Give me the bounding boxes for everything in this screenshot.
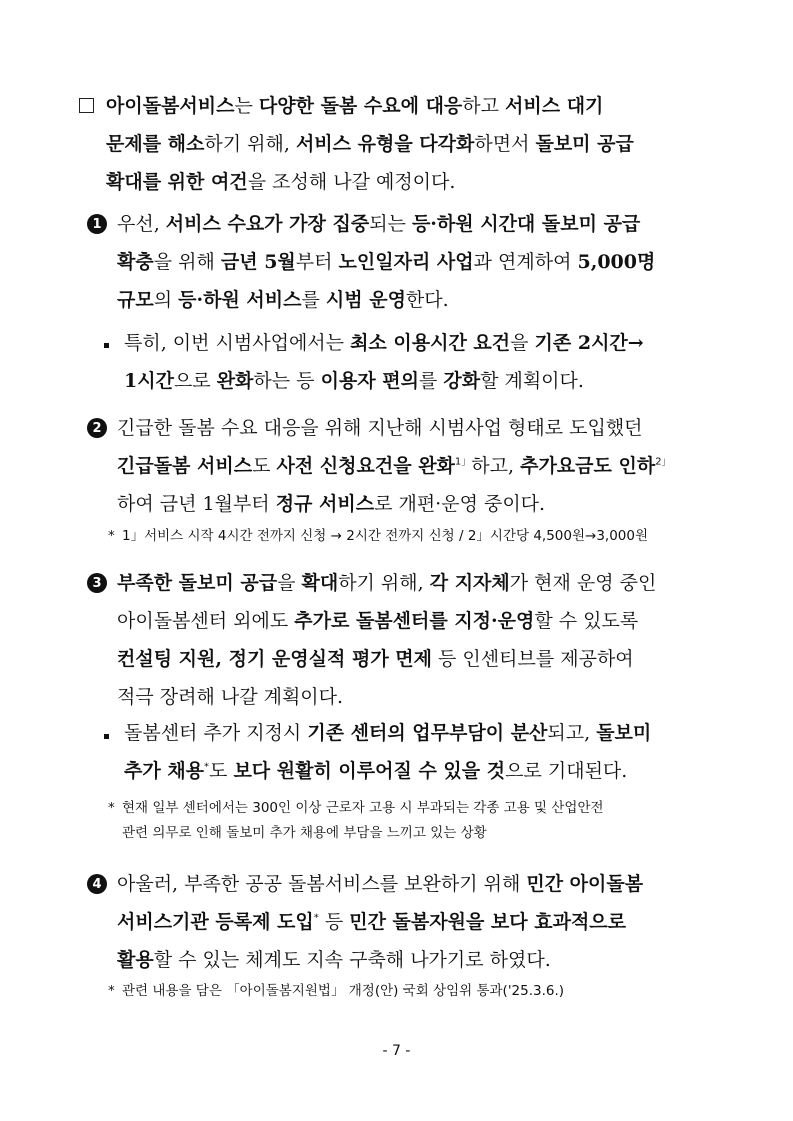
footnote-marker: 1」	[454, 456, 472, 468]
text-run: 돌봄센터 추가 지정시	[124, 722, 308, 744]
text-run: 규모	[117, 289, 154, 311]
text-line	[117, 602, 727, 640]
text-run: 완화	[216, 370, 254, 392]
text-run: 서비스 수요가 가장 집중	[165, 213, 370, 235]
text-line	[124, 714, 724, 752]
text-run: 이용자 편의	[320, 370, 419, 392]
text-run: 추가요금도 인하	[520, 455, 656, 477]
footnote-2	[108, 796, 604, 821]
text-line	[106, 87, 726, 125]
footnote-marker: *	[204, 761, 210, 773]
square-checkbox-icon	[79, 98, 94, 113]
text-line	[106, 163, 726, 201]
footnote-text: 관련 의무로 인해 돌보미 추가 채용에 부담을 느끼고 있는 상황	[122, 825, 487, 841]
text-run: 도	[209, 760, 234, 782]
text-run: 사전 신청요건을 완화	[276, 455, 455, 477]
text-run: 아울러, 부족한 공공 돌봄서비스를 보완하기 위해	[117, 873, 527, 895]
footnote-marker: *	[313, 912, 319, 924]
text-line	[124, 362, 724, 400]
text-run: 아이돌봄서비스	[106, 95, 235, 117]
text-run: 서비스 유형을 다각화	[295, 133, 475, 155]
subbullet-2-paragraph	[124, 714, 724, 790]
text-run: 하기 위해,	[204, 133, 296, 155]
text-run: 추가 채용	[124, 760, 205, 782]
text-run: 특히, 이번 시범사업에서는	[124, 332, 351, 354]
text-run: 의	[153, 289, 179, 311]
page-number: - 7 -	[382, 1043, 411, 1059]
text-run: 등 인센티브를 제공하여	[432, 648, 634, 670]
number-badge-3-icon	[87, 573, 107, 593]
text-run: 할 수 있도록	[534, 610, 639, 632]
number-badge-1-icon	[87, 214, 107, 234]
text-run: 서비스기관 등록제 도입	[117, 911, 314, 933]
text-line	[117, 903, 727, 941]
number-badge-2-icon	[87, 418, 107, 438]
text-run: 추가로 돌봄센터를 지정·운영	[294, 610, 535, 632]
text-run: 는	[234, 95, 259, 117]
text-run: 돌보미 공급	[535, 133, 634, 155]
footnote-1	[108, 524, 648, 549]
text-run: 다양한 돌봄 수요에 대응	[258, 95, 463, 117]
text-run: 되는	[369, 213, 412, 235]
text-run: 돌보미	[596, 722, 652, 744]
item-3-paragraph	[117, 564, 727, 716]
section-paragraph	[106, 87, 726, 201]
subbullet-1-paragraph	[124, 324, 724, 400]
text-run: 할 계획이다.	[480, 370, 584, 392]
text-line	[124, 324, 724, 362]
text-run: 노인일자리 사업	[338, 251, 474, 273]
item-2-paragraph	[117, 409, 727, 523]
text-run: 민간 돌봄자원을 보다 효과적으로	[349, 911, 627, 933]
text-run: 하고	[462, 95, 506, 117]
text-run: 부족한 돌보미 공급	[117, 572, 278, 594]
text-run: 강화	[443, 370, 481, 392]
text-run: 확충	[117, 251, 154, 273]
text-run: 으로	[173, 370, 217, 392]
text-run: 하고,	[471, 455, 521, 477]
footnote-text: 현재 일부 센터에서는 300인 이상 근로자 고용 시 부과되는 각종 고용 및 산업안전	[122, 800, 604, 816]
text-run: 등	[318, 911, 350, 933]
text-run: 로 개편·운영 중이다.	[374, 493, 546, 515]
text-run: 컨설팅 지원, 정기 운영실적 평가 면제	[117, 648, 432, 670]
text-run: 서비스 대기	[505, 95, 604, 117]
footnote-star: *	[108, 983, 115, 999]
text-line	[117, 205, 727, 243]
footnote-2-continued	[122, 821, 487, 846]
text-line	[117, 409, 727, 447]
item-number: 2	[92, 420, 102, 436]
text-run: 을 위해	[153, 251, 221, 273]
text-run: 1시간	[124, 370, 174, 392]
item-1-paragraph	[117, 205, 727, 319]
text-run: 시범 운영	[325, 289, 406, 311]
footnote-text: 1」서비스 시작 4시간 전까지 신청 → 2시간 전까지 신청 / 2」시간당 4,500원→3,000원	[122, 528, 649, 544]
bullet-icon	[104, 734, 109, 739]
text-line	[117, 485, 727, 523]
footnote-3	[108, 979, 564, 1004]
text-run: 등·하원 시간대 돌보미 공급	[411, 213, 641, 235]
text-run: 긴급돌봄 서비스	[117, 455, 253, 477]
text-run: 과 연계하여	[473, 251, 578, 273]
bullet-icon	[104, 343, 109, 348]
text-run: 할 수 있는 체계도 지속 구축해 나가기로 하였다.	[153, 949, 551, 971]
text-run: 를	[418, 370, 444, 392]
text-line	[117, 281, 727, 319]
text-run: 정규 서비스	[275, 493, 375, 515]
text-run: 민간 아이돌봄	[526, 873, 644, 895]
text-run: 5,000명	[577, 251, 656, 273]
text-run: 하기 위해,	[338, 572, 430, 594]
text-run: 을 조성해 나갈 예정이다.	[247, 171, 456, 193]
item-4-paragraph	[117, 865, 727, 979]
text-run: 하면서	[474, 133, 536, 155]
text-run: 긴급한 돌봄 수요 대응을 위해 지난해 시범사업 형태로 도입했던	[117, 417, 643, 439]
text-line	[117, 243, 727, 281]
text-run: 을	[510, 332, 535, 354]
text-run: 도	[252, 455, 277, 477]
text-run: 부터	[295, 251, 339, 273]
text-run: 를	[301, 289, 326, 311]
text-line	[124, 752, 724, 790]
footnote-text: 관련 내용을 담은 「아이돌봄지원법」 개정(안) 국회 상임위 통과('25.3.6.)	[122, 983, 565, 999]
text-run: 확대	[301, 572, 339, 594]
item-number: 1	[92, 216, 102, 232]
text-run: 기존 2시간→	[534, 332, 644, 354]
text-run: 하여 금년 1월부터	[117, 493, 276, 515]
text-run: 확대를 위한 여건	[106, 171, 248, 193]
text-run: 우선,	[117, 213, 166, 235]
text-run: 아이돌봄센터 외에도	[117, 610, 295, 632]
item-number: 4	[92, 876, 102, 892]
text-run: 가 현재 운영 중인	[509, 572, 657, 594]
text-line	[117, 447, 727, 485]
text-run: 하는 등	[253, 370, 321, 392]
text-line	[117, 941, 727, 979]
text-run: 으로 기대된다.	[505, 760, 628, 782]
item-number: 3	[92, 575, 102, 591]
text-line	[117, 640, 727, 678]
text-line	[106, 125, 726, 163]
text-run: 금년 5월	[220, 251, 296, 273]
text-run: 되고,	[547, 722, 597, 744]
text-run: 각 지자체	[429, 572, 510, 594]
text-run: 한다.	[405, 289, 449, 311]
text-line	[117, 564, 727, 602]
footnote-marker: 2」	[655, 456, 672, 468]
text-line	[117, 678, 727, 716]
footnote-star: *	[108, 800, 115, 816]
text-run: 등·하원 서비스	[178, 289, 302, 311]
text-run: 을	[277, 572, 302, 594]
text-run: 기존 센터의 업무부담이 분산	[307, 722, 548, 744]
footnote-star: *	[108, 528, 115, 544]
number-badge-4-icon	[87, 874, 107, 894]
text-run: 최소 이용시간 요건	[350, 332, 511, 354]
text-run: 활용	[117, 949, 154, 971]
text-run: 문제를 해소	[106, 133, 205, 155]
text-run: 보다 원활히 이루어질 수 있을 것	[233, 760, 506, 782]
text-run: 적극 장려해 나갈 계획이다.	[117, 686, 344, 708]
text-line	[117, 865, 727, 903]
